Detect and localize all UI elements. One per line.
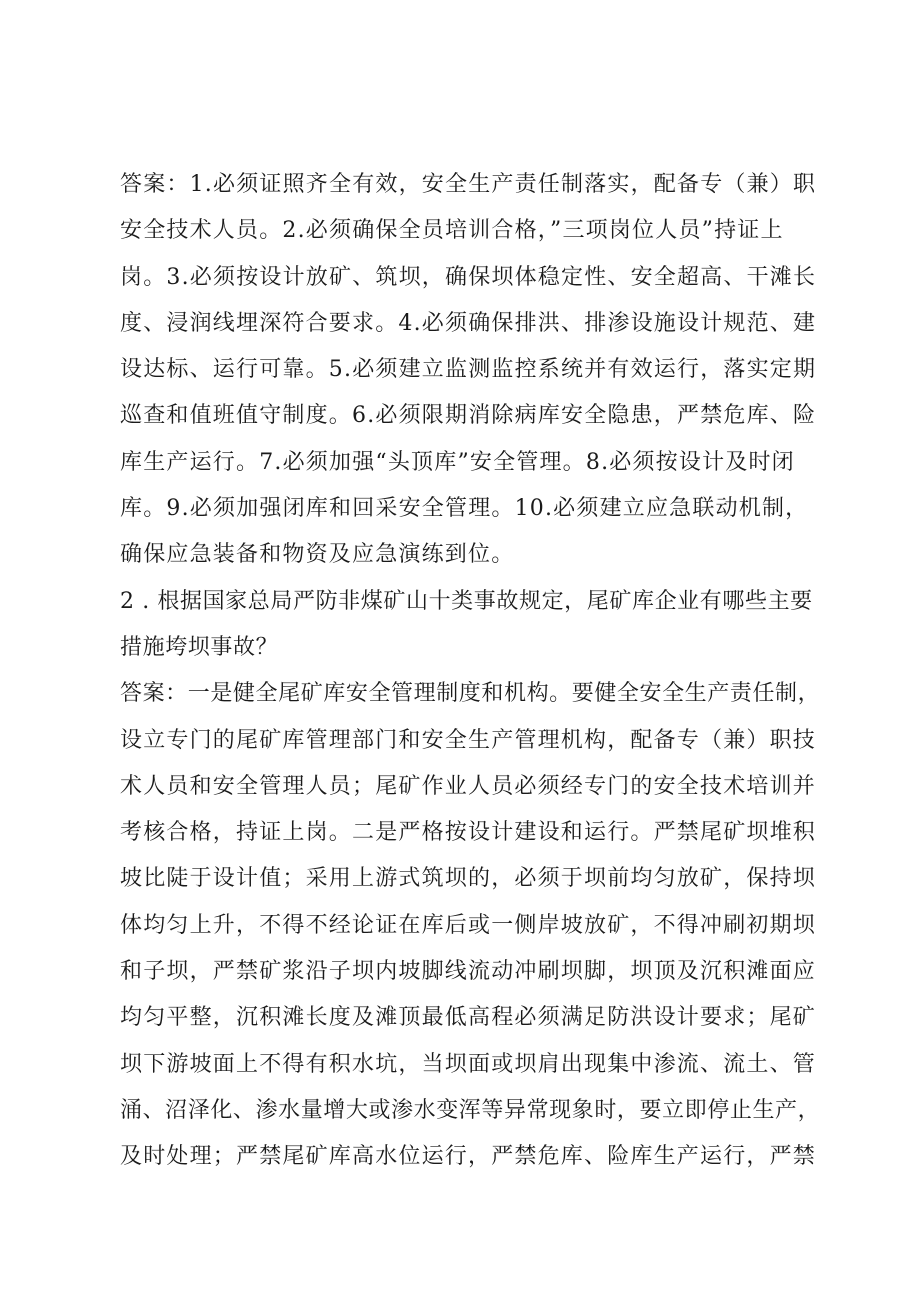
text-line: 设立专门的尾矿库管理部门和安全生产管理机构，配备专（兼）职技 xyxy=(120,727,817,753)
text-line: 术人员和安全管理人员；尾矿作业人员必须经专门的安全技术培训并 xyxy=(120,773,817,799)
text-line: 考核合格，持证上岗。二是严格按设计建设和运行。严禁尾矿坝堆积 xyxy=(120,820,817,846)
text-line: 库。9.必须加强闭库和回采安全管理。10.必须建立应急联动机制， xyxy=(120,496,809,522)
text-line: 答案：一是健全尾矿库安全管理制度和机构。要健全安全生产责任制， xyxy=(120,681,821,707)
text-line: 涌、沼泽化、渗水量增大或渗水变浑等异常现象时，要立即停止生产， xyxy=(120,1097,821,1123)
text-line: 岗。3.必须按设计放矿、筑坝，确保坝体稳定性、安全超高、干滩长 xyxy=(120,264,817,290)
question-line: 措施垮坝事故？ xyxy=(120,634,279,660)
text-line: 库生产运行。7.必须加强“头顶库”安全管理。8.必须按设计及时闭 xyxy=(120,449,795,475)
text-line: 和子坝，严禁矿浆沿子坝内坡脚线流动冲刷坝脚，坝顶及沉积滩面应 xyxy=(120,959,817,985)
text-line: 及时处理；严禁尾矿库高水位运行，严禁危库、险库生产运行，严禁 xyxy=(120,1144,817,1170)
text-line: 均匀平整，沉积滩长度及滩顶最低高程必须满足防洪设计要求；尾矿 xyxy=(120,1005,817,1031)
text-line: 确保应急装备和物资及应急演练到位。 xyxy=(120,542,515,568)
question-line: 2 . 根据国家总局严防非煤矿山十类事故规定，尾矿库企业有哪些主要 xyxy=(120,588,813,614)
text-line: 安全技术人员。2.必须确保全员培训合格，”三项岗位人员”持证上 xyxy=(120,218,784,244)
text-line: 坝下游坡面上不得有积水坑，当坝面或坝肩出现集中渗流、流土、管 xyxy=(120,1051,817,1077)
text-line: 设达标、运行可靠。5.必须建立监测监控系统并有效运行，落实定期 xyxy=(120,357,817,383)
text-line: 坡比陡于设计值；采用上游式筑坝的，必须于坝前均匀放矿，保持坝 xyxy=(120,866,817,892)
document-body xyxy=(120,162,820,1181)
text-line: 巡查和值班值守制度。6.必须限期消除病库安全隐患，严禁危库、险 xyxy=(120,403,817,429)
text-line: 体均匀上升，不得不经论证在库后或一侧岸坡放矿，不得冲刷初期坝 xyxy=(120,912,817,938)
text-line: 答案：1.必须证照齐全有效，安全生产责任制落实，配备专（兼）职 xyxy=(120,172,817,197)
text-line: 度、浸润线埋深符合要求。4.必须确保排洪、排渗设施设计规范、建 xyxy=(120,310,817,336)
